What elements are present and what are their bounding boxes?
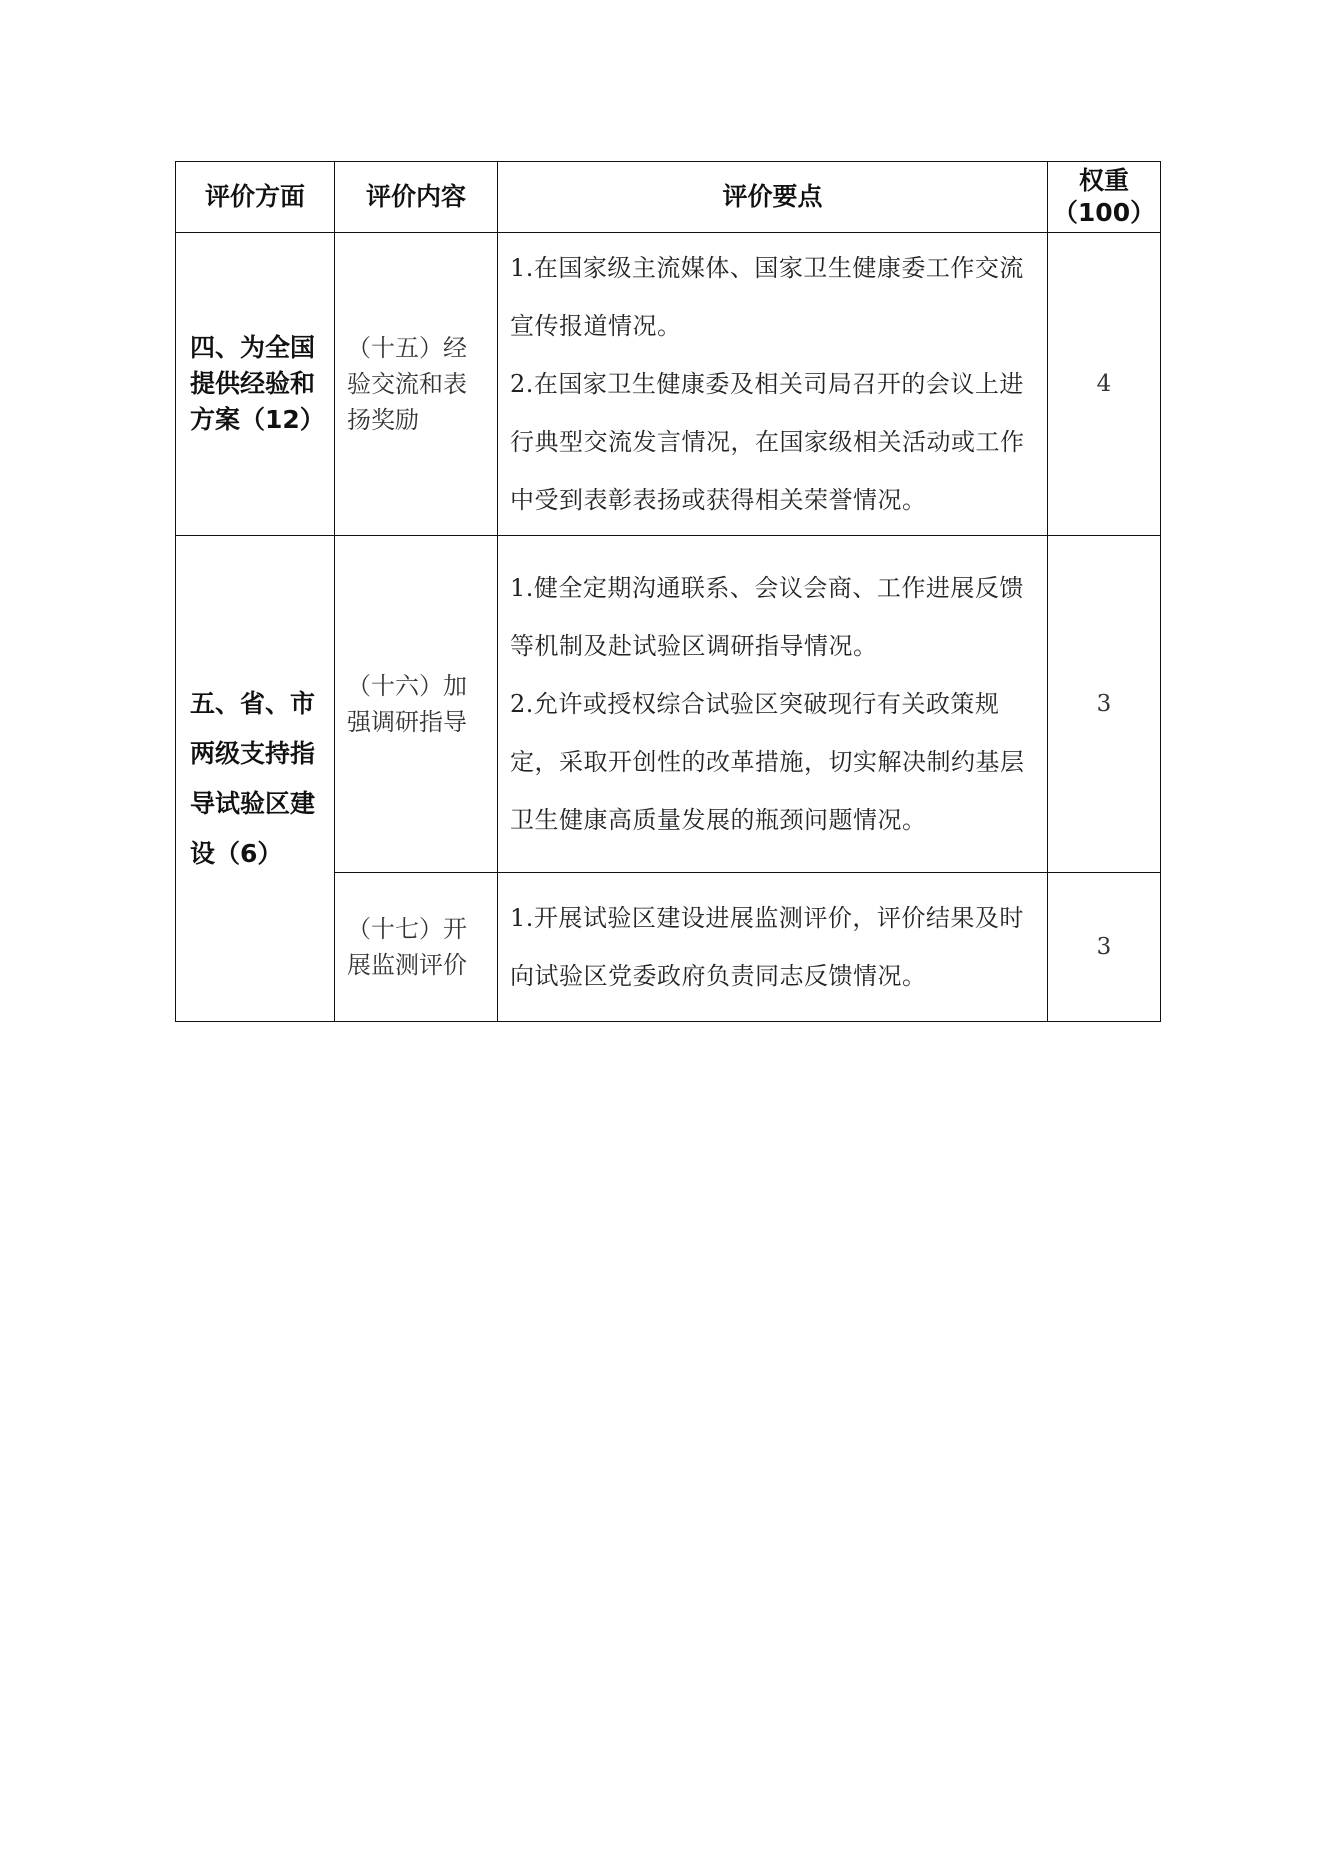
point-item: 1.开展试验区建设进展监测评价，评价结果及时向试验区党委政府负责同志反馈情况。 <box>510 904 1024 990</box>
table-row <box>176 233 1161 536</box>
point-item: 1.健全定期沟通联系、会议会商、工作进展反馈等机制及赴试验区调研指导情况。 <box>510 574 1024 660</box>
header-weight-line1: 权重 <box>1078 166 1129 195</box>
header-weight <box>1048 162 1161 233</box>
points-cell <box>498 873 1048 1022</box>
points-cell <box>498 536 1048 873</box>
header-aspect: 评价方面 <box>176 162 335 233</box>
header-content: 评价内容 <box>335 162 498 233</box>
points-cell <box>498 233 1048 536</box>
table-row <box>176 536 1161 873</box>
content-cell: （十六）加 强调研指导 <box>335 536 498 873</box>
point-item: 2.允许或授权综合试验区突破现行有关政策规定，采取开创性的改革措施，切实解决制约基层卫生健康高质量发展的瓶颈问题情况。 <box>510 690 1025 834</box>
table-header-row <box>176 162 1161 233</box>
aspect-cell: 四、为全国 提供经验和 方案（12） <box>176 233 335 536</box>
header-points: 评价要点 <box>498 162 1048 233</box>
weight-cell: 3 <box>1048 536 1161 873</box>
weight-cell: 4 <box>1048 233 1161 536</box>
evaluation-table <box>175 161 1161 1022</box>
aspect-cell: 五、省、市 两级支持指 导试验区建 设（6） <box>176 536 335 1022</box>
header-weight-line2: （100） <box>1052 198 1156 227</box>
content-cell: （十五）经 验交流和表 扬奖励 <box>335 233 498 536</box>
point-item: 2.在国家卫生健康委及相关司局召开的会议上进行典型交流发言情况，在国家级相关活动或工作中受到表彰表扬或获得相关荣誉情况。 <box>510 370 1025 514</box>
weight-cell: 3 <box>1048 873 1161 1022</box>
content-cell: （十七）开 展监测评价 <box>335 873 498 1022</box>
point-item: 1.在国家级主流媒体、国家卫生健康委工作交流宣传报道情况。 <box>510 254 1024 340</box>
